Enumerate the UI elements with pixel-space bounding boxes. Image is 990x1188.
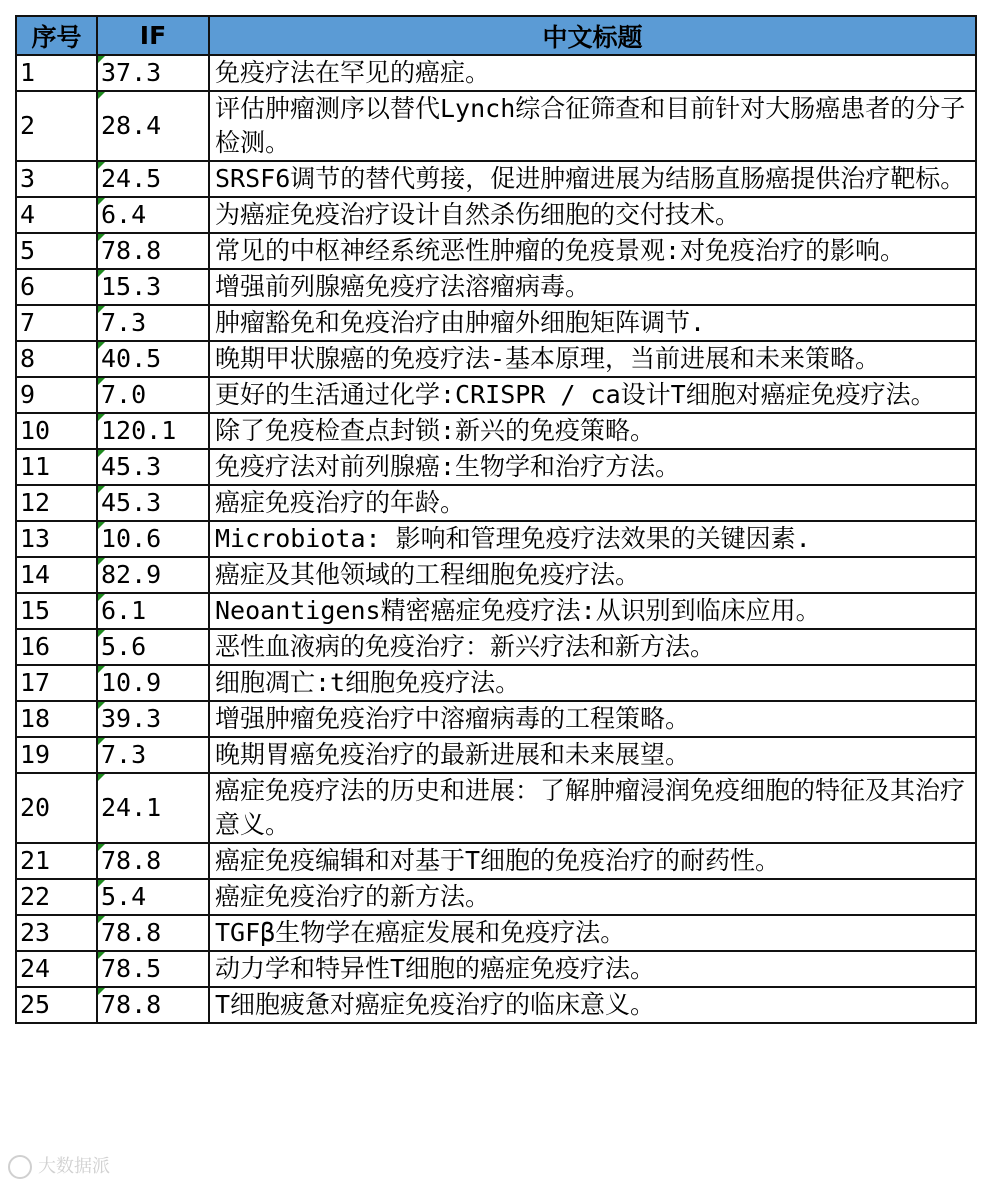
title-cell: 评估肿瘤测序以替代Lynch综合征筛查和目前针对大肠癌患者的分子检测。 (209, 91, 976, 161)
impact-factor-cell: 5.4 (97, 879, 209, 915)
impact-factor-cell: 82.9 (97, 557, 209, 593)
table-row (16, 55, 976, 91)
table-row (16, 665, 976, 701)
row-number-cell: 22 (16, 879, 97, 915)
row-number-cell: 19 (16, 737, 97, 773)
row-number-cell: 9 (16, 377, 97, 413)
row-number-cell: 12 (16, 485, 97, 521)
watermark-logo-icon (8, 1155, 32, 1179)
table-row (16, 377, 976, 413)
title-cell: 肿瘤豁免和免疫治疗由肿瘤外细胞矩阵调节. (209, 305, 976, 341)
row-number-cell: 6 (16, 269, 97, 305)
row-number-cell: 1 (16, 55, 97, 91)
row-number-cell: 18 (16, 701, 97, 737)
title-cell: 更好的生活通过化学:CRISPR / ca设计T细胞对癌症免疫疗法。 (209, 377, 976, 413)
impact-factor-cell: 39.3 (97, 701, 209, 737)
impact-factor-cell: 78.8 (97, 915, 209, 951)
title-cell: 除了免疫检查点封锁:新兴的免疫策略。 (209, 413, 976, 449)
impact-factor-cell: 7.3 (97, 737, 209, 773)
title-cell: 增强前列腺癌免疫疗法溶瘤病毒。 (209, 269, 976, 305)
impact-factor-cell: 120.1 (97, 413, 209, 449)
table-row (16, 629, 976, 665)
paper-list-table (15, 15, 977, 1024)
table-row (16, 233, 976, 269)
title-cell: 癌症免疫治疗的年龄。 (209, 485, 976, 521)
impact-factor-cell: 7.0 (97, 377, 209, 413)
impact-factor-cell: 6.1 (97, 593, 209, 629)
table-row (16, 987, 976, 1023)
table-row (16, 701, 976, 737)
table-row (16, 737, 976, 773)
table-row (16, 843, 976, 879)
header-row (16, 16, 976, 55)
row-number-cell: 23 (16, 915, 97, 951)
title-cell: 为癌症免疫治疗设计自然杀伤细胞的交付技术。 (209, 197, 976, 233)
title-cell: SRSF6调节的替代剪接，促进肿瘤进展为结肠直肠癌提供治疗靶标。 (209, 161, 976, 197)
title-cell: TGFβ生物学在癌症发展和免疫疗法。 (209, 915, 976, 951)
row-number-cell: 21 (16, 843, 97, 879)
row-number-cell: 2 (16, 91, 97, 161)
row-number-cell: 20 (16, 773, 97, 843)
table-row (16, 485, 976, 521)
title-cell: 癌症免疫编辑和对基于T细胞的免疫治疗的耐药性。 (209, 843, 976, 879)
title-cell: 晚期胃癌免疫治疗的最新进展和未来展望。 (209, 737, 976, 773)
table-row (16, 557, 976, 593)
impact-factor-cell: 7.3 (97, 305, 209, 341)
row-number-cell: 10 (16, 413, 97, 449)
row-number-cell: 8 (16, 341, 97, 377)
impact-factor-cell: 28.4 (97, 91, 209, 161)
title-cell: 动力学和特异性T细胞的癌症免疫疗法。 (209, 951, 976, 987)
table-row (16, 305, 976, 341)
title-cell: T细胞疲惫对癌症免疫治疗的临床意义。 (209, 987, 976, 1023)
row-number-cell: 24 (16, 951, 97, 987)
watermark-text: 大数据派 (38, 1156, 110, 1177)
impact-factor-cell: 78.8 (97, 987, 209, 1023)
header-number: 序号 (16, 16, 97, 55)
table-row (16, 915, 976, 951)
header-chinese-title: 中文标题 (209, 16, 976, 55)
impact-factor-cell: 24.1 (97, 773, 209, 843)
title-cell: 晚期甲状腺癌的免疫疗法-基本原理，当前进展和未来策略。 (209, 341, 976, 377)
title-cell: 免疫疗法在罕见的癌症。 (209, 55, 976, 91)
row-number-cell: 3 (16, 161, 97, 197)
impact-factor-cell: 37.3 (97, 55, 209, 91)
impact-factor-cell: 78.8 (97, 233, 209, 269)
row-number-cell: 15 (16, 593, 97, 629)
row-number-cell: 16 (16, 629, 97, 665)
title-cell: 增强肿瘤免疫治疗中溶瘤病毒的工程策略。 (209, 701, 976, 737)
table-row (16, 449, 976, 485)
table-row (16, 197, 976, 233)
table-row (16, 521, 976, 557)
title-cell: Neoantigens精密癌症免疫疗法:从识别到临床应用。 (209, 593, 976, 629)
table-row (16, 413, 976, 449)
table-row (16, 91, 976, 161)
impact-factor-cell: 40.5 (97, 341, 209, 377)
title-cell: 常见的中枢神经系统恶性肿瘤的免疫景观:对免疫治疗的影响。 (209, 233, 976, 269)
row-number-cell: 4 (16, 197, 97, 233)
row-number-cell: 11 (16, 449, 97, 485)
impact-factor-cell: 78.5 (97, 951, 209, 987)
row-number-cell: 5 (16, 233, 97, 269)
title-cell: 细胞凋亡:t细胞免疫疗法。 (209, 665, 976, 701)
impact-factor-cell: 10.9 (97, 665, 209, 701)
row-number-cell: 25 (16, 987, 97, 1023)
table-row (16, 593, 976, 629)
impact-factor-cell: 78.8 (97, 843, 209, 879)
impact-factor-cell: 6.4 (97, 197, 209, 233)
row-number-cell: 14 (16, 557, 97, 593)
title-cell: 癌症及其他领域的工程细胞免疫疗法。 (209, 557, 976, 593)
title-cell: Microbiota: 影响和管理免疫疗法效果的关键因素. (209, 521, 976, 557)
impact-factor-cell: 24.5 (97, 161, 209, 197)
impact-factor-cell: 10.6 (97, 521, 209, 557)
impact-factor-cell: 45.3 (97, 449, 209, 485)
title-cell: 癌症免疫治疗的新方法。 (209, 879, 976, 915)
watermark (8, 1152, 110, 1179)
title-cell: 免疫疗法对前列腺癌:生物学和治疗方法。 (209, 449, 976, 485)
row-number-cell: 7 (16, 305, 97, 341)
impact-factor-cell: 15.3 (97, 269, 209, 305)
table-row (16, 341, 976, 377)
impact-factor-cell: 45.3 (97, 485, 209, 521)
title-cell: 恶性血液病的免疫治疗：新兴疗法和新方法。 (209, 629, 976, 665)
table-row (16, 161, 976, 197)
table-row (16, 269, 976, 305)
row-number-cell: 13 (16, 521, 97, 557)
table-row (16, 879, 976, 915)
header-impact-factor: IF (97, 16, 209, 55)
table-row (16, 951, 976, 987)
title-cell: 癌症免疫疗法的历史和进展：了解肿瘤浸润免疫细胞的特征及其治疗意义。 (209, 773, 976, 843)
impact-factor-cell: 5.6 (97, 629, 209, 665)
table-row (16, 773, 976, 843)
row-number-cell: 17 (16, 665, 97, 701)
